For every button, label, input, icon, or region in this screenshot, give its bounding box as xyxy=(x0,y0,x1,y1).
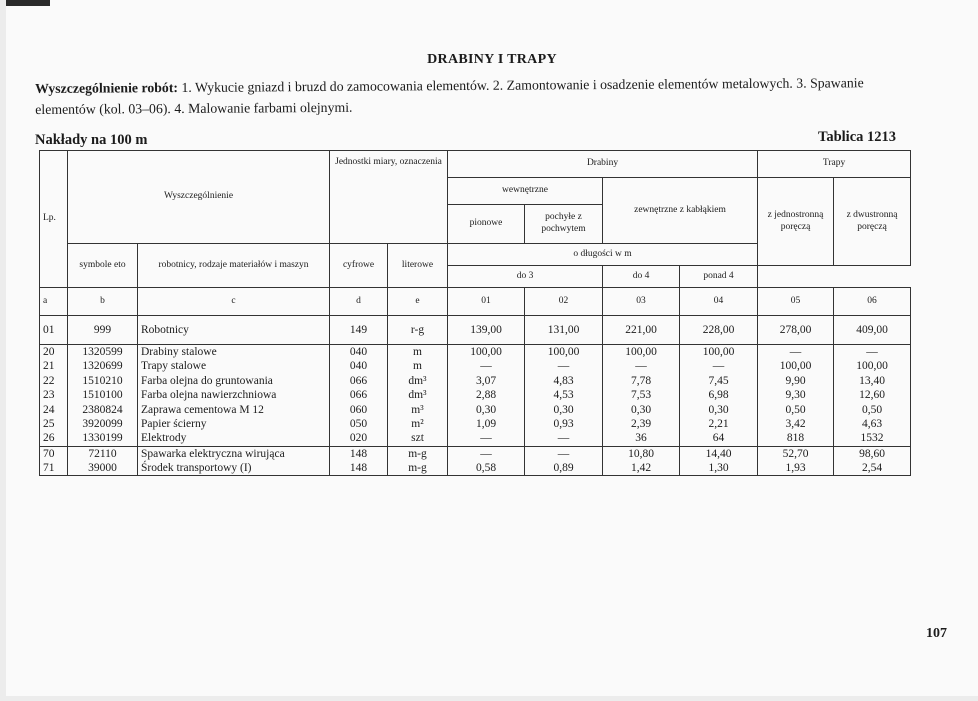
column-letter: 04 xyxy=(680,288,758,316)
cell-eto: 1510210 xyxy=(82,374,123,387)
work-label: Wyszczególnienie robót: xyxy=(35,80,179,96)
cell-lp: 20 xyxy=(43,346,55,358)
cell-06: 13,40 xyxy=(859,374,885,387)
cell-04: 2,21 xyxy=(708,417,729,430)
naklady-label: Nakłady na 100 m xyxy=(35,132,148,148)
header-cyfrowe: cyfrowe xyxy=(330,244,388,288)
cell-name: Drabiny stalowe xyxy=(141,346,217,358)
cell-06: 12,60 xyxy=(859,389,885,402)
cell-eto: 3920099 xyxy=(82,417,123,430)
cell-cyfrowe: 066 xyxy=(349,374,368,387)
cell-eto: 999 xyxy=(68,316,138,345)
header-drabiny: Drabiny xyxy=(448,151,758,178)
cell-03: 221,00 xyxy=(603,316,680,345)
cell-04: 0,30 xyxy=(708,403,729,416)
cell-literowe-column xyxy=(388,345,448,447)
cell-05: 9,90 xyxy=(785,374,806,387)
header-lp: Lp. xyxy=(40,151,68,288)
cell-literowe: dm³ xyxy=(408,374,427,387)
cell-04: 100,00 xyxy=(702,346,735,358)
cell-literowe: szt xyxy=(411,432,424,445)
header-robotnicy-rodzaje: robotnicy, rodzaje materiałów i maszyn xyxy=(138,244,330,288)
cell-01: 0,30 xyxy=(475,403,497,416)
cell-name: Farba olejna nawierzchniowa xyxy=(141,389,277,402)
header-o-dlugosci: o długości w m xyxy=(448,244,758,266)
cell-literowe: m-g xyxy=(408,447,427,460)
header-literowe: literowe xyxy=(388,244,448,288)
cell-05: 1,93 xyxy=(785,462,806,474)
cell-cyfrowe: 148 xyxy=(349,462,368,474)
cell-05: 0,50 xyxy=(785,403,806,416)
cell-eto-column xyxy=(68,446,138,476)
cell-01: 0,58 xyxy=(475,462,497,474)
column-letter: b xyxy=(68,288,138,316)
column-letter: a xyxy=(40,288,68,316)
page-corner-mark xyxy=(6,0,50,6)
cell-cyfrowe: 040 xyxy=(349,360,368,373)
cell-06: 0,50 xyxy=(861,403,883,416)
cell-name: Spawarka elektryczna wirująca xyxy=(141,447,285,460)
column-letter-row xyxy=(40,288,911,316)
page-number: 107 xyxy=(926,626,947,641)
cell-03: 100,00 xyxy=(625,346,657,358)
cell-06: — xyxy=(866,346,878,358)
cell-lp: 01 xyxy=(40,316,68,345)
cell-04-column xyxy=(680,446,758,476)
cell-03-column xyxy=(603,446,680,476)
cell-cyfrowe: 060 xyxy=(349,403,368,416)
cell-lp: 71 xyxy=(43,462,55,474)
header-trapy: Trapy xyxy=(758,151,911,178)
cell-01: 139,00 xyxy=(448,316,525,345)
cell-06: 98,60 xyxy=(859,447,885,460)
cell-05: 278,00 xyxy=(758,316,834,345)
cell-03: 1,42 xyxy=(630,462,652,474)
cell-01-column xyxy=(448,446,525,476)
cell-lp: 21 xyxy=(43,360,55,373)
cell-lp: 24 xyxy=(43,403,55,416)
cell-literowe: m² xyxy=(411,417,424,430)
cell-literowe: r-g xyxy=(388,316,448,345)
cell-cyfrowe-column xyxy=(330,446,388,476)
cell-03: 0,30 xyxy=(630,403,652,416)
cell-06: 2,54 xyxy=(861,462,883,474)
header-pochyle: pochyłe z pochwytem xyxy=(525,205,603,244)
column-letter: 01 xyxy=(448,288,525,316)
cell-04: 228,00 xyxy=(680,316,758,345)
table-row-robotnicy xyxy=(40,316,911,345)
cell-01: 3,07 xyxy=(475,374,497,387)
cell-name-column xyxy=(138,345,330,447)
cell-01: — xyxy=(480,432,492,445)
cell-06: 4,63 xyxy=(861,417,883,430)
cell-eto: 2380824 xyxy=(82,403,123,416)
header-wyszczegolnienie: Wyszczególnienie xyxy=(68,151,330,244)
header-symbole-eto: symbole eto xyxy=(68,244,138,288)
cell-literowe: m-g xyxy=(408,462,427,474)
page-title: DRABINY I TRAPY xyxy=(427,52,557,67)
cell-05-column xyxy=(758,446,834,476)
cell-03: 10,80 xyxy=(628,447,654,460)
cell-03-column xyxy=(603,345,680,447)
cell-06: 409,00 xyxy=(834,316,911,345)
cell-cyfrowe: 040 xyxy=(349,346,368,358)
header-zewnetrzne: zewnętrzne z kabłąkiem xyxy=(603,178,758,244)
cell-03: — xyxy=(635,360,647,373)
header-pionowe: pionowe xyxy=(448,205,525,244)
cell-01: 2,88 xyxy=(475,389,497,402)
cell-05: 9,30 xyxy=(785,389,806,402)
cell-04: 14,40 xyxy=(705,447,732,460)
cell-05-column xyxy=(758,345,834,447)
column-letter: 02 xyxy=(525,288,603,316)
cell-05: 3,42 xyxy=(785,417,806,430)
cell-04: 7,45 xyxy=(708,374,729,387)
cell-06: 100,00 xyxy=(856,360,888,373)
cell-02: — xyxy=(557,360,570,373)
cell-05: 818 xyxy=(786,432,805,445)
cell-03: 36 xyxy=(635,432,647,445)
cell-06-column xyxy=(834,345,911,447)
column-letter: c xyxy=(138,288,330,316)
cell-01-column xyxy=(448,345,525,447)
work-description xyxy=(35,72,915,120)
cell-lp: 22 xyxy=(43,374,55,387)
cell-01: 1,09 xyxy=(475,417,497,430)
cell-02: 131,00 xyxy=(525,316,603,345)
header-do4: do 4 xyxy=(603,266,680,288)
cell-02-column xyxy=(525,345,603,447)
norms-table xyxy=(39,150,911,476)
cell-01: — xyxy=(480,360,492,373)
cell-04: 1,30 xyxy=(708,462,729,474)
cell-lp: 25 xyxy=(43,417,55,430)
cell-eto: 1320699 xyxy=(82,360,123,373)
cell-name: Trapy stalowe xyxy=(141,360,207,373)
cell-05: — xyxy=(789,346,802,358)
cell-cyfrowe: 050 xyxy=(349,417,368,430)
header-jednostki: Jednostki miary, oznaczenia xyxy=(330,151,448,244)
cell-lp-column xyxy=(40,345,68,447)
cell-cyfrowe: 148 xyxy=(349,447,368,460)
cell-name: Zaprawa cementowa M 12 xyxy=(141,403,264,416)
table-row-maszyny xyxy=(40,446,911,476)
cell-name: Środek transportowy (I) xyxy=(141,462,252,474)
cell-eto: 1510100 xyxy=(82,389,123,402)
cell-literowe: m³ xyxy=(411,403,424,416)
cell-name: Elektrody xyxy=(141,432,187,445)
header-ponad4: ponad 4 xyxy=(680,266,758,288)
cell-02: 0,93 xyxy=(553,417,574,430)
cell-literowe: m xyxy=(413,346,422,358)
header-do3: do 3 xyxy=(448,266,603,288)
cell-06-column xyxy=(834,446,911,476)
cell-01: — xyxy=(480,447,492,460)
column-letter: 05 xyxy=(758,288,834,316)
cell-02: — xyxy=(557,447,570,460)
header-wewnetrzne: wewnętrzne xyxy=(448,178,603,205)
cell-02: 100,00 xyxy=(547,346,580,358)
cell-03: 7,53 xyxy=(630,389,652,402)
cell-lp-column xyxy=(40,446,68,476)
column-letter: e xyxy=(388,288,448,316)
cell-eto-column xyxy=(68,345,138,447)
cell-02: 4,83 xyxy=(553,374,574,387)
cell-02-column xyxy=(525,446,603,476)
cell-name: Farba olejna do gruntowania xyxy=(141,374,273,387)
tablica-label: Tablica 1213 xyxy=(818,129,897,145)
cell-04: — xyxy=(712,360,725,373)
cell-03: 7,78 xyxy=(630,374,652,387)
cell-02: 0,89 xyxy=(553,462,574,474)
cell-eto: 72110 xyxy=(88,447,117,460)
cell-04: 6,98 xyxy=(708,389,729,402)
column-letter: 03 xyxy=(603,288,680,316)
document-page xyxy=(6,0,978,696)
cell-06: 1532 xyxy=(860,432,884,445)
cell-01: 100,00 xyxy=(470,346,502,358)
table-row-materialy xyxy=(40,345,911,447)
cell-05: 100,00 xyxy=(779,360,812,373)
cell-eto: 39000 xyxy=(88,462,117,474)
cell-04-column xyxy=(680,345,758,447)
cell-cyfrowe: 149 xyxy=(330,316,388,345)
cell-cyfrowe-column xyxy=(330,345,388,447)
work-text: 1. Wykucie gniazd i bruzd do zamocowania elementów. 2. Zamontowanie i osadzenie elementów metalowych. 3. Spawanie elementów (kol. 03–06). 4. Malowanie farbami olejnymi. xyxy=(35,75,864,117)
cell-04: 64 xyxy=(712,432,725,445)
cell-name: Papier ścierny xyxy=(141,417,207,430)
cell-02: — xyxy=(557,432,570,445)
cell-lp: 26 xyxy=(43,432,55,445)
cell-02: 4,53 xyxy=(553,389,574,402)
header-z-dwustronna: z dwustronną poręczą xyxy=(834,178,911,266)
cell-literowe: m xyxy=(413,360,422,373)
cell-literowe: dm³ xyxy=(408,389,427,402)
cell-02: 0,30 xyxy=(553,403,574,416)
cell-cyfrowe: 020 xyxy=(349,432,368,445)
column-letter: 06 xyxy=(834,288,911,316)
cell-name-column xyxy=(138,446,330,476)
cell-name: Robotnicy xyxy=(138,316,330,345)
column-letter: d xyxy=(330,288,388,316)
cell-lp: 70 xyxy=(43,447,55,460)
cell-05: 52,70 xyxy=(782,447,809,460)
header-z-jednostronna: z jednostronną poręczą xyxy=(758,178,834,266)
cell-03: 2,39 xyxy=(630,417,652,430)
cell-cyfrowe: 066 xyxy=(349,389,368,402)
cell-eto: 1320599 xyxy=(82,346,123,358)
cell-eto: 1330199 xyxy=(82,432,123,445)
cell-literowe-column xyxy=(388,446,448,476)
cell-lp: 23 xyxy=(43,389,55,402)
